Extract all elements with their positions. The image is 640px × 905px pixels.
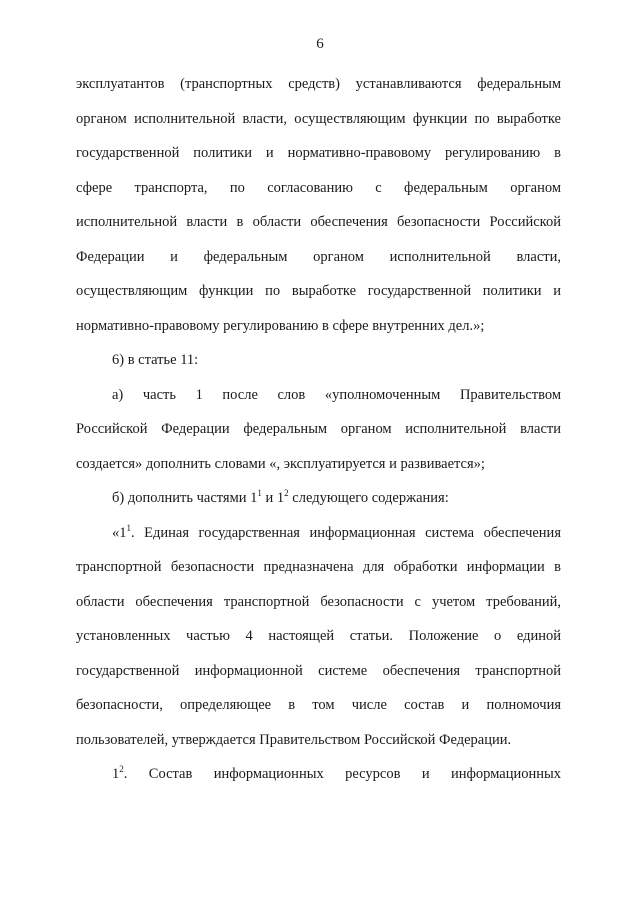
body-line: области обеспечения транспортной безопасности с учетом требований, xyxy=(76,593,561,610)
body-line: а) часть 1 после слов «уполномоченным Правительством xyxy=(112,386,561,403)
body-line: органом исполнительной власти, осуществляющим функции по выработке xyxy=(76,110,561,127)
body-line: 6) в статье 11: xyxy=(112,352,199,368)
body-line: Федерации и федеральным органом исполнительной власти, xyxy=(76,248,561,265)
body-line: установленных частью 4 настоящей статьи. Положение о единой xyxy=(76,628,561,644)
superscript: 2 xyxy=(284,488,289,499)
body-line: нормативно-правовому регулированию в сфере внутренних дел.»; xyxy=(76,317,485,334)
body-text-fragment: следующего содержания: xyxy=(288,490,449,506)
body-line-with-superscript xyxy=(76,764,561,799)
body-line: осуществляющим функции по выработке государственной политики и xyxy=(76,283,561,299)
body-line: создается» дополнить словами «, эксплуатируется и развивается»; xyxy=(76,455,485,472)
body-line: сфере транспорта, по согласованию с федеральным органом xyxy=(76,179,561,196)
body-line: исполнительной власти в области обеспечения безопасности Российской xyxy=(76,214,561,230)
superscript: 1 xyxy=(257,488,262,499)
body-text-fragment: и 1 xyxy=(261,490,285,506)
body-line: государственной политики и нормативно-правовому регулированию в xyxy=(76,145,561,161)
body-line: эксплуатантов (транспортных средств) устанавливаются федеральным xyxy=(76,76,561,92)
body-text-fragment: «1 xyxy=(112,524,127,541)
superscript: 1 xyxy=(126,522,131,533)
page-number: 6 xyxy=(316,36,324,52)
body-line-with-superscripts xyxy=(76,488,561,523)
body-line: безопасности, определяющее в том числе состав и полномочия xyxy=(76,697,561,713)
body-text-fragment: . Состав информационных ресурсов и информационных xyxy=(123,766,561,782)
body-line: Российской Федерации федеральным органом исполнительной власти xyxy=(76,421,561,437)
body-line: транспортной безопасности предназначена для обработки информации в xyxy=(76,559,561,575)
body-text-fragment: б) дополнить частями 1 xyxy=(112,490,258,506)
document-body xyxy=(76,74,561,799)
body-line: государственной информационной системе обеспечения транспортной xyxy=(76,662,561,679)
body-text-fragment: . Единая государственная информационная система обеспечения xyxy=(131,524,561,541)
body-line: пользователей, утверждается Правительством Российской Федерации. xyxy=(76,731,512,748)
body-line-with-superscript xyxy=(76,523,561,558)
superscript: 2 xyxy=(119,764,124,775)
body-text-fragment: 1 xyxy=(112,766,120,782)
